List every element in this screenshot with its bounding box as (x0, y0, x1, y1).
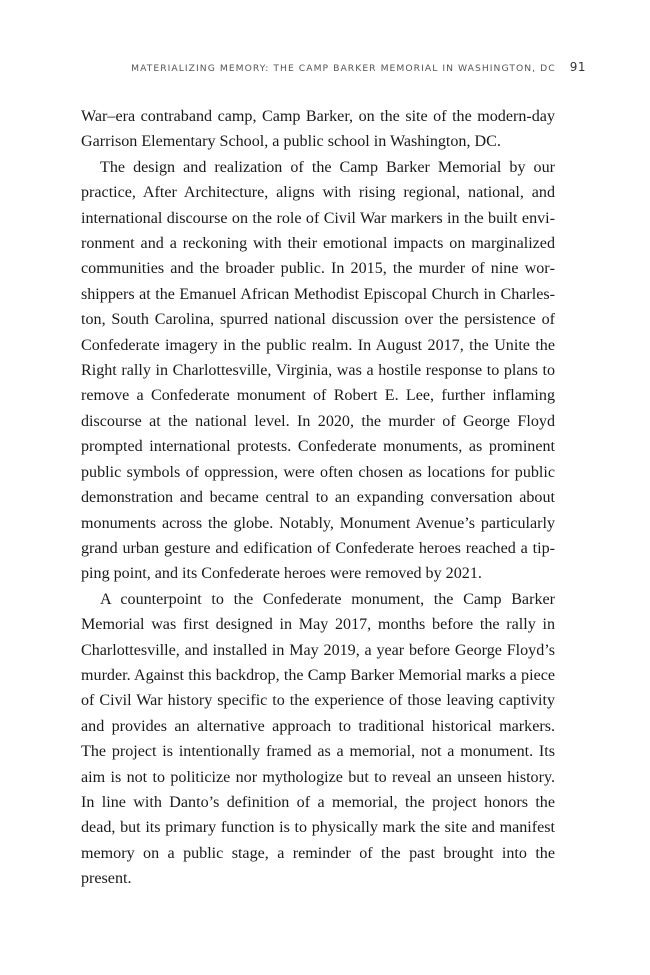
running-head (80, 60, 586, 76)
body-text (81, 104, 555, 892)
paragraph-continued: War–era contraband camp, Camp Barker, on the site of the modern-day Garrison Elementary School, a public school in Washington, DC. (81, 108, 555, 151)
paragraph-design-discourse: The design and realization of the Camp Barker Memorial by our practice, After Architecture, aligns with rising regional, national, and international discourse on the role of Civil War markers in the built environment and a reckoning with their emotional impacts on marginalized communities and the broader public. In 2015, the murder of nine worshippers at the Emanuel African Methodist Episcopal Church in Charleston, South Carolina, spurred national discussion over the persistence of Confederate imagery in the public realm. In August 2017, the Unite the Right rally in Charlottesville, Virginia, was a hostile response to plans to remove a Confederate monument of Robert E. Lee, further inflaming discourse at the national level. In 2020, the murder of George Floyd prompted international protests. Confederate monuments, as prominent public symbols of oppression, were often chosen as locations for public demonstration and became central to an expanding conversation about monuments across the globe. Notably, Monument Avenue’s particularly grand urban gesture and edification of Confederate heroes reached a tipping point, and its Confederate heroes were removed by 2021. (81, 158, 555, 583)
paragraph-counterpoint: A counterpoint to the Confederate monument, the Camp Barker Memorial was first designed in May 2017, months before the rally in Charlottesville, and installed in May 2019, a year before George Floyd’s murder. Against this backdrop, the Camp Barker Memorial marks a piece of Civil War history specific to the experience of those leaving captivity and provides an alternative approach to traditional historical markers. The project is intentionally framed as a memorial, not a monument. Its aim is not to politicize nor mythologize but to reveal an unseen history. In line with Danto’s definition of a memorial, the project honors the dead, but its primary function is to physically mark the site and manifest memory on a public stage, a reminder of the past brought into the present. (81, 590, 555, 888)
running-title: MATERIALIZING MEMORY: THE CAMP BARKER MEMORIAL IN WASHINGTON, DC (131, 63, 556, 74)
page-number: 91 (569, 60, 586, 74)
